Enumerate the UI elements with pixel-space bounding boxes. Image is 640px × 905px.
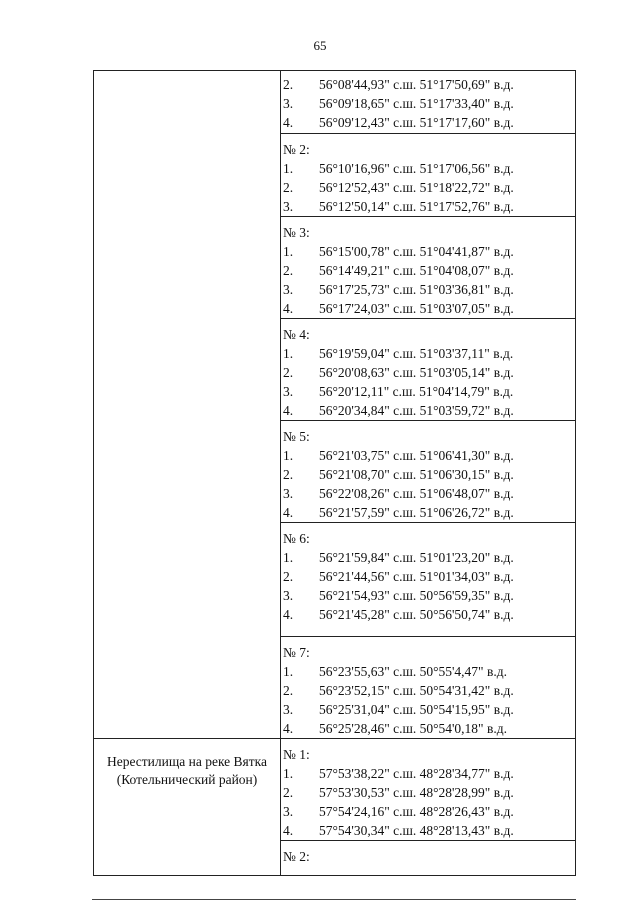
location-name [94, 739, 280, 789]
point-coordinates: 57°53'38,22" с.ш. 48°28'34,77" в.д. [319, 766, 514, 781]
coordinate-point [281, 764, 575, 783]
point-number: 1. [283, 244, 294, 259]
coordinate-point [281, 178, 575, 197]
point-coordinates: 56°12'52,43" с.ш. 51°18'22,72" в.д. [319, 180, 514, 195]
coordinate-point [281, 113, 575, 132]
point-coordinates: 57°54'24,16" с.ш. 48°28'26,43" в.д. [319, 804, 514, 819]
coordinate-point [281, 242, 575, 261]
point-number: 3. [283, 588, 294, 603]
coordinates-cell [281, 134, 576, 217]
point-number: 3. [283, 702, 294, 717]
point-number: 2. [283, 365, 294, 380]
point-number: 3. [283, 282, 294, 297]
point-number: 4. [283, 301, 294, 316]
coordinate-point [281, 681, 575, 700]
point-coordinates: 56°23'52,15" с.ш. 50°54'31,42" в.д. [319, 683, 514, 698]
point-coordinates: 56°23'55,63" с.ш. 50°55'4,47" в.д. [319, 664, 507, 679]
point-number: 1. [283, 161, 294, 176]
coordinates-cell [281, 637, 576, 739]
point-coordinates: 56°25'28,46" с.ш. 50°54'0,18" в.д. [319, 721, 507, 736]
spawning-site-number: № 5: [283, 429, 310, 444]
spawning-site-number: № 3: [283, 225, 310, 240]
point-coordinates: 56°09'12,43" с.ш. 51°17'17,60" в.д. [319, 115, 514, 130]
coordinate-point [281, 586, 575, 605]
point-number: 3. [283, 199, 294, 214]
point-number: 2. [283, 683, 294, 698]
point-number: 4. [283, 607, 294, 622]
coordinate-point [281, 280, 575, 299]
coordinates-cell [281, 421, 576, 523]
point-coordinates: 56°09'18,65" с.ш. 51°17'33,40" в.д. [319, 96, 514, 111]
table-row [94, 739, 576, 841]
point-coordinates: 56°15'00,78" с.ш. 51°04'41,87" в.д. [319, 244, 514, 259]
point-coordinates: 56°21'03,75" с.ш. 51°06'41,30" в.д. [319, 448, 514, 463]
point-coordinates: 57°54'30,34" с.ш. 48°28'13,43" в.д. [319, 823, 514, 838]
coordinate-point [281, 363, 575, 382]
point-coordinates: 56°17'25,73" с.ш. 51°03'36,81" в.д. [319, 282, 514, 297]
coordinate-point [281, 261, 575, 280]
point-coordinates: 57°53'30,53" с.ш. 48°28'28,99" в.д. [319, 785, 514, 800]
coordinate-point [281, 446, 575, 465]
point-number: 2. [283, 569, 294, 584]
point-number: 3. [283, 96, 294, 111]
coordinate-point [281, 484, 575, 503]
coordinate-point [281, 197, 575, 216]
point-number: 2. [283, 785, 294, 800]
coordinate-point [281, 548, 575, 567]
point-coordinates: 56°17'24,03" с.ш. 51°03'07,05" в.д. [319, 301, 514, 316]
coordinate-point [281, 783, 575, 802]
point-coordinates: 56°20'12,11" с.ш. 51°04'14,79" в.д. [319, 384, 514, 399]
location-line: Нерестилища на реке Вятка [106, 754, 268, 769]
spawning-site-number: № 6: [283, 531, 310, 546]
spawning-site-number: № 2: [283, 142, 310, 157]
point-coordinates: 56°21'54,93" с.ш. 50°56'59,35" в.д. [319, 588, 514, 603]
coordinate-point [281, 75, 575, 94]
point-coordinates: 56°20'34,84" с.ш. 51°03'59,72" в.д. [319, 403, 514, 418]
location-cell [94, 739, 281, 876]
coordinate-point [281, 700, 575, 719]
point-coordinates: 56°21'44,56" с.ш. 51°01'34,03" в.д. [319, 569, 514, 584]
point-number: 1. [283, 550, 294, 565]
point-coordinates: 56°19'59,04" с.ш. 51°03'37,11" в.д. [319, 346, 514, 361]
coordinate-point [281, 344, 575, 363]
point-number: 2. [283, 467, 294, 482]
point-coordinates: 56°21'57,59" с.ш. 51°06'26,72" в.д. [319, 505, 514, 520]
coordinate-point [281, 299, 575, 318]
coordinates-cell [281, 319, 576, 421]
coordinates-cell [281, 71, 576, 134]
spawning-site-number: № 2: [283, 849, 310, 864]
point-number: 2. [283, 263, 294, 278]
page-bottom-rule [92, 899, 576, 900]
point-number: 4. [283, 721, 294, 736]
coordinates-cell [281, 739, 576, 841]
point-coordinates: 56°10'16,96" с.ш. 51°17'06,56" в.д. [319, 161, 514, 176]
point-coordinates: 56°21'45,28" с.ш. 50°56'50,74" в.д. [319, 607, 514, 622]
point-number: 4. [283, 823, 294, 838]
coordinate-point [281, 401, 575, 420]
spawning-site-number: № 1: [283, 747, 310, 762]
spawning-site-number: № 7: [283, 645, 310, 660]
point-coordinates: 56°12'50,14" с.ш. 51°17'52,76" в.д. [319, 199, 514, 214]
point-number: 2. [283, 77, 294, 92]
point-number: 1. [283, 664, 294, 679]
coordinate-point [281, 821, 575, 840]
point-number: 4. [283, 403, 294, 418]
coordinate-point [281, 662, 575, 681]
point-number: 3. [283, 804, 294, 819]
table-row [94, 71, 576, 134]
coordinates-cell [281, 841, 576, 876]
coordinates-table [93, 70, 576, 876]
point-coordinates: 56°08'44,93" с.ш. 51°17'50,69" в.д. [319, 77, 514, 92]
coordinate-point [281, 465, 575, 484]
page-number: 65 [313, 38, 327, 53]
point-coordinates: 56°20'08,63" с.ш. 51°03'05,14" в.д. [319, 365, 514, 380]
coordinates-cell [281, 217, 576, 319]
location-line: (Котельнический район) [116, 772, 258, 787]
point-number: 1. [283, 346, 294, 361]
coordinate-point [281, 567, 575, 586]
coordinate-point [281, 719, 575, 738]
coordinates-cell [281, 523, 576, 637]
point-number: 4. [283, 115, 294, 130]
location-cell [94, 71, 281, 739]
coordinate-point [281, 94, 575, 113]
coordinate-point [281, 802, 575, 821]
point-number: 3. [283, 384, 294, 399]
point-number: 3. [283, 486, 294, 501]
point-coordinates: 56°21'59,84" с.ш. 51°01'23,20" в.д. [319, 550, 514, 565]
point-number: 4. [283, 505, 294, 520]
coordinate-point [281, 382, 575, 401]
point-number: 1. [283, 766, 294, 781]
spawning-site-number: № 4: [283, 327, 310, 342]
point-coordinates: 56°14'49,21" с.ш. 51°04'08,07" в.д. [319, 263, 514, 278]
point-coordinates: 56°22'08,26" с.ш. 51°06'48,07" в.д. [319, 486, 514, 501]
point-number: 1. [283, 448, 294, 463]
coordinate-point [281, 605, 575, 624]
coordinate-point [281, 159, 575, 178]
point-coordinates: 56°25'31,04" с.ш. 50°54'15,95" в.д. [319, 702, 514, 717]
point-coordinates: 56°21'08,70" с.ш. 51°06'30,15" в.д. [319, 467, 514, 482]
point-number: 2. [283, 180, 294, 195]
coordinate-point [281, 503, 575, 522]
